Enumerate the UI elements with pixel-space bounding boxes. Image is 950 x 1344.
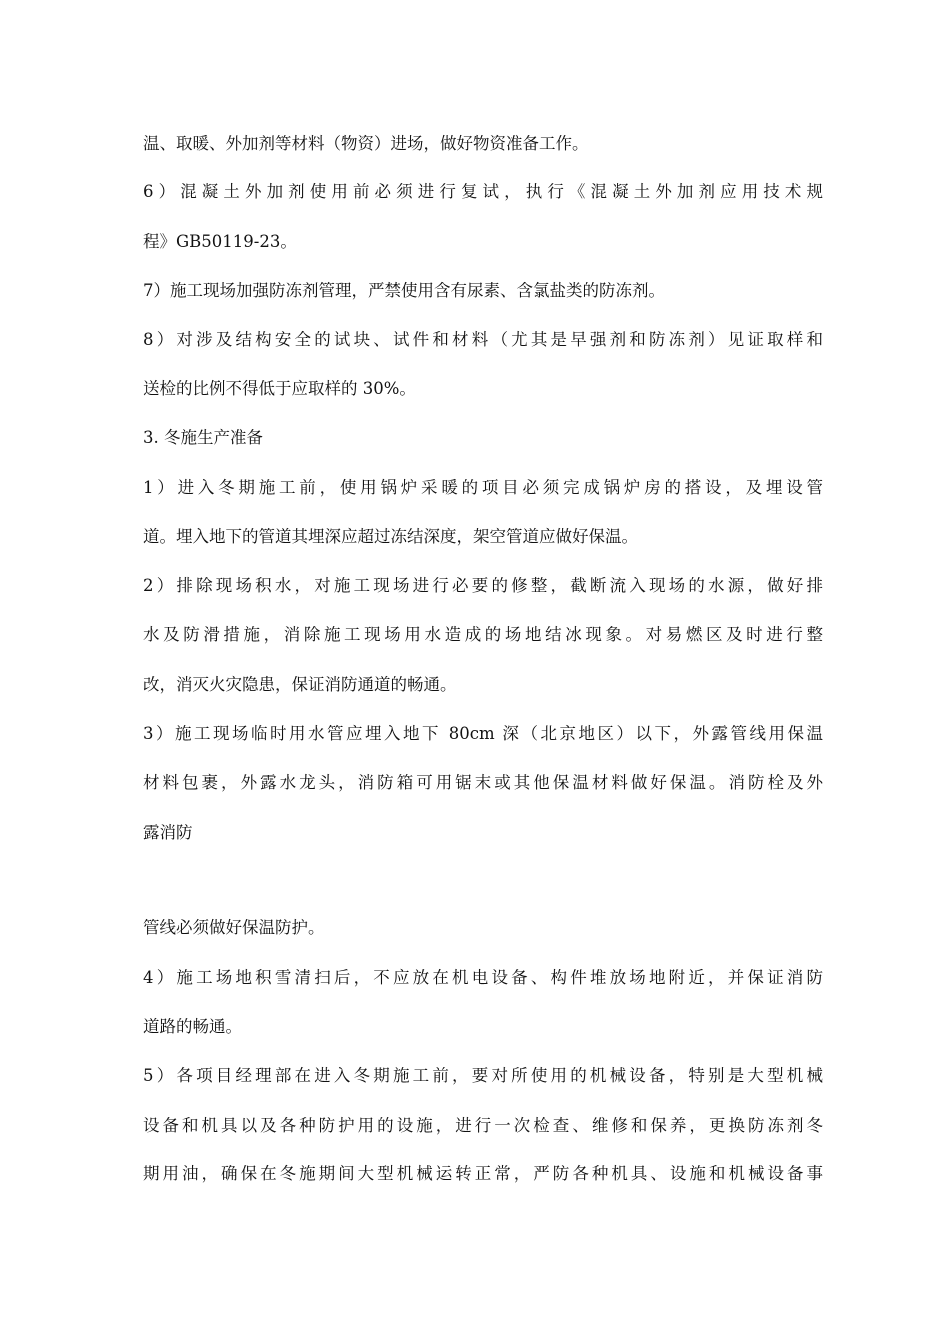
text-line: 程》GB50119-23。 [143, 232, 297, 251]
text-line: 期用油，确保在冬施期间大型机械运转正常，严防各种机具、设施和机械设备事 [143, 1164, 823, 1183]
text-line: 设备和机具以及各种防护用的设施，进行一次检查、维修和保养，更换防冻剂冬 [143, 1116, 823, 1135]
text-line: 1）进入冬期施工前，使用锅炉采暖的项目必须完成锅炉房的搭设，及埋设管 [143, 478, 823, 497]
text-line: 5）各项目经理部在进入冬期施工前，要对所使用的机械设备，特别是大型机械 [143, 1066, 823, 1085]
text-line: 道路的畅通。 [143, 1017, 242, 1036]
text-line: 4）施工场地积雪清扫后，不应放在机电设备、构件堆放场地附近，并保证消防 [143, 968, 823, 987]
text-line: 2）排除现场积水，对施工现场进行必要的修整，截断流入现场的水源，做好排 [143, 576, 823, 595]
text-line: 送检的比例不得低于应取样的 30%。 [143, 379, 416, 398]
text-line: 7）施工现场加强防冻剂管理，严禁使用含有尿素、含氯盐类的防冻剂。 [143, 281, 665, 300]
text-line: 露消防 [143, 823, 193, 842]
text-line: 道。埋入地下的管道其埋深应超过冻结深度，架空管道应做好保温。 [143, 527, 638, 546]
text-line: 3）施工现场临时用水管应埋入地下 80cm 深（北京地区）以下，外露管线用保温 [143, 724, 823, 743]
text-line: 水及防滑措施，消除施工现场用水造成的场地结冰现象。对易燃区及时进行整 [143, 625, 823, 644]
section-heading: 3. 冬施生产准备 [143, 428, 263, 447]
text-line: 管线必须做好保温防护。 [143, 918, 325, 937]
text-line: 改，消灭火灾隐患，保证消防通道的畅通。 [143, 675, 457, 694]
text-line: 材料包裹，外露水龙头，消防箱可用锯末或其他保温材料做好保温。消防栓及外 [143, 773, 823, 792]
text-line: 8）对涉及结构安全的试块、试件和材料（尤其是早强剂和防冻剂）见证取样和 [143, 330, 823, 349]
text-line: 温、取暖、外加剂等材料（物资）进场，做好物资准备工作。 [143, 134, 589, 153]
text-line: 6）混凝土外加剂使用前必须进行复试，执行《混凝土外加剂应用技术规 [143, 182, 823, 201]
